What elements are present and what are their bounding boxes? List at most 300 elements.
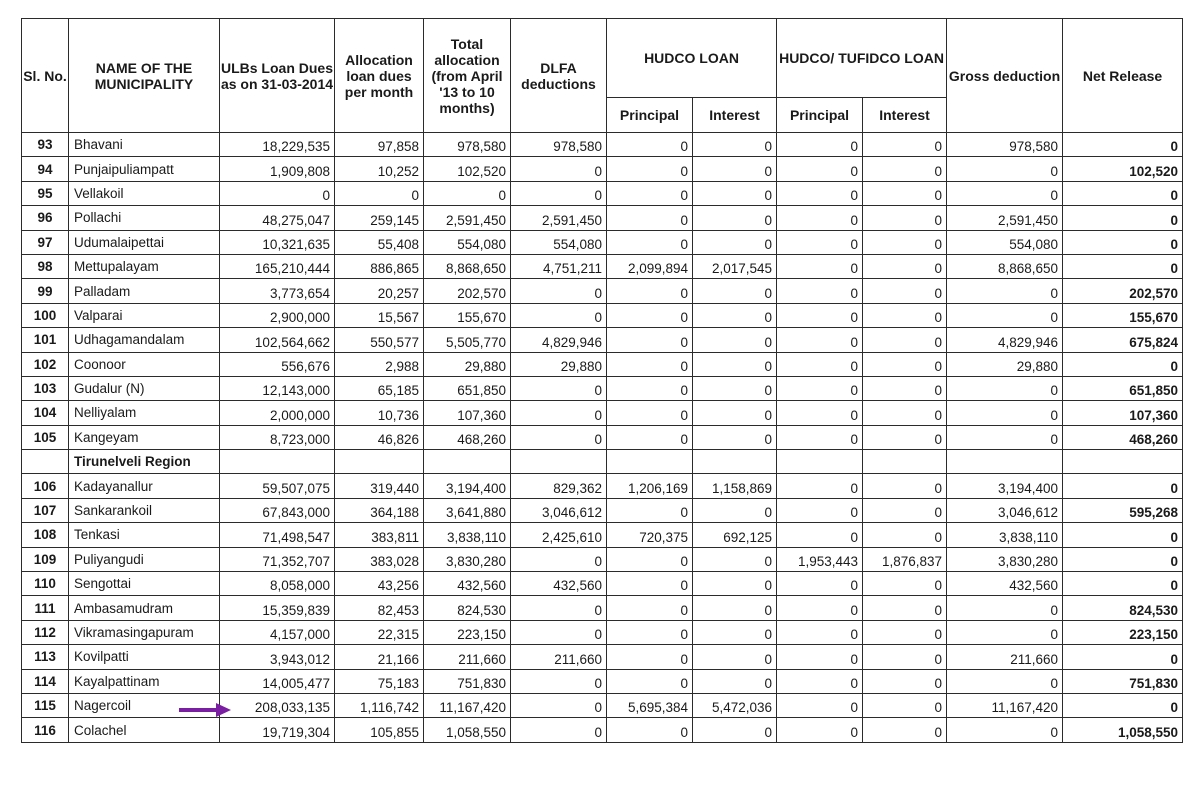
cell-gross-deduction: 3,838,110 (947, 523, 1063, 547)
cell-hudco-interest: 0 (693, 669, 777, 693)
cell-tufidco-interest: 0 (863, 352, 947, 376)
cell-tufidco-interest: 0 (863, 279, 947, 303)
header-hudco-loan: HUDCO LOAN (607, 19, 777, 98)
cell-tufidco-interest: 0 (863, 523, 947, 547)
cell-municipality-name: Kovilpatti (69, 645, 220, 669)
cell-sl-no: 115 (22, 693, 69, 717)
cell-hudco-interest: 0 (693, 376, 777, 400)
cell-sl-no: 110 (22, 572, 69, 596)
header-allocation-per-month: Allocation loan dues per month (335, 19, 424, 133)
cell-dlfa-deductions (511, 450, 607, 474)
table-row (22, 376, 1183, 400)
cell-hudco-interest: 0 (693, 498, 777, 522)
cell-hudco-principal: 0 (607, 572, 693, 596)
cell-ulb-loan-dues: 3,773,654 (220, 279, 335, 303)
table-row (22, 133, 1183, 157)
cell-ulb-loan-dues: 18,229,535 (220, 133, 335, 157)
cell-gross-deduction: 0 (947, 279, 1063, 303)
cell-total-allocation (424, 450, 511, 474)
cell-tufidco-interest: 0 (863, 620, 947, 644)
cell-ulb-loan-dues: 1,909,808 (220, 157, 335, 181)
cell-sl-no: 94 (22, 157, 69, 181)
cell-hudco-principal: 2,099,894 (607, 254, 693, 278)
cell-dlfa-deductions: 4,751,211 (511, 254, 607, 278)
cell-ulb-loan-dues: 71,352,707 (220, 547, 335, 571)
table-row (22, 279, 1183, 303)
cell-tufidco-interest: 0 (863, 328, 947, 352)
cell-municipality-name: Coonoor (69, 352, 220, 376)
cell-hudco-interest: 0 (693, 328, 777, 352)
table-row (22, 303, 1183, 327)
cell-hudco-principal: 0 (607, 620, 693, 644)
cell-hudco-interest: 5,472,036 (693, 693, 777, 717)
cell-allocation-per-month: 15,567 (335, 303, 424, 327)
cell-hudco-principal: 0 (607, 133, 693, 157)
cell-dlfa-deductions: 0 (511, 718, 607, 742)
cell-hudco-interest: 0 (693, 303, 777, 327)
cell-sl-no: 101 (22, 328, 69, 352)
cell-ulb-loan-dues: 67,843,000 (220, 498, 335, 522)
table-row (22, 206, 1183, 230)
cell-net-release: 595,268 (1063, 498, 1183, 522)
cell-municipality-name: Puliyangudi (69, 547, 220, 571)
cell-ulb-loan-dues: 556,676 (220, 352, 335, 376)
cell-total-allocation: 0 (424, 181, 511, 205)
cell-net-release: 0 (1063, 547, 1183, 571)
cell-hudco-interest: 0 (693, 181, 777, 205)
cell-sl-no: 97 (22, 230, 69, 254)
cell-dlfa-deductions: 0 (511, 157, 607, 181)
cell-dlfa-deductions: 4,829,946 (511, 328, 607, 352)
cell-hudco-principal: 0 (607, 547, 693, 571)
cell-dlfa-deductions: 0 (511, 620, 607, 644)
cell-dlfa-deductions: 554,080 (511, 230, 607, 254)
header-hudco-tufidco-loan: HUDCO/ TUFIDCO LOAN (777, 19, 947, 98)
cell-tufidco-interest: 0 (863, 206, 947, 230)
cell-hudco-interest: 0 (693, 718, 777, 742)
cell-hudco-interest: 0 (693, 596, 777, 620)
cell-allocation-per-month: 10,736 (335, 401, 424, 425)
cell-ulb-loan-dues: 4,157,000 (220, 620, 335, 644)
cell-hudco-principal: 0 (607, 230, 693, 254)
cell-total-allocation: 978,580 (424, 133, 511, 157)
cell-hudco-interest: 0 (693, 133, 777, 157)
table-row (22, 645, 1183, 669)
cell-total-allocation: 3,641,880 (424, 498, 511, 522)
cell-net-release: 824,530 (1063, 596, 1183, 620)
cell-total-allocation: 468,260 (424, 425, 511, 449)
cell-hudco-principal: 1,206,169 (607, 474, 693, 498)
cell-total-allocation: 2,591,450 (424, 206, 511, 230)
cell-gross-deduction: 0 (947, 376, 1063, 400)
table-row (22, 352, 1183, 376)
cell-gross-deduction: 8,868,650 (947, 254, 1063, 278)
right-arrow-icon (178, 702, 232, 718)
cell-tufidco-interest: 0 (863, 133, 947, 157)
cell-tufidco-interest: 0 (863, 498, 947, 522)
cell-tufidco-principal: 0 (777, 328, 863, 352)
cell-dlfa-deductions: 0 (511, 279, 607, 303)
cell-tufidco-interest: 0 (863, 693, 947, 717)
cell-net-release: 651,850 (1063, 376, 1183, 400)
cell-ulb-loan-dues: 0 (220, 181, 335, 205)
cell-sl-no: 102 (22, 352, 69, 376)
cell-hudco-principal: 5,695,384 (607, 693, 693, 717)
cell-municipality-name: Bhavani (69, 133, 220, 157)
cell-tufidco-principal: 0 (777, 254, 863, 278)
cell-net-release: 0 (1063, 133, 1183, 157)
cell-hudco-principal: 720,375 (607, 523, 693, 547)
cell-allocation-per-month: 1,116,742 (335, 693, 424, 717)
cell-ulb-loan-dues (220, 450, 335, 474)
cell-sl-no: 100 (22, 303, 69, 327)
cell-allocation-per-month (335, 450, 424, 474)
cell-municipality-name: Kangeyam (69, 425, 220, 449)
cell-hudco-principal: 0 (607, 181, 693, 205)
cell-tufidco-principal: 0 (777, 279, 863, 303)
cell-dlfa-deductions: 0 (511, 181, 607, 205)
cell-net-release: 468,260 (1063, 425, 1183, 449)
cell-gross-deduction: 3,194,400 (947, 474, 1063, 498)
cell-sl-no: 98 (22, 254, 69, 278)
cell-hudco-principal: 0 (607, 645, 693, 669)
cell-gross-deduction: 0 (947, 157, 1063, 181)
cell-municipality-name: Sengottai (69, 572, 220, 596)
cell-gross-deduction: 2,591,450 (947, 206, 1063, 230)
cell-hudco-principal: 0 (607, 718, 693, 742)
cell-gross-deduction: 0 (947, 303, 1063, 327)
cell-total-allocation: 824,530 (424, 596, 511, 620)
cell-net-release: 155,670 (1063, 303, 1183, 327)
cell-sl-no: 95 (22, 181, 69, 205)
cell-gross-deduction (947, 450, 1063, 474)
cell-allocation-per-month: 20,257 (335, 279, 424, 303)
cell-dlfa-deductions: 0 (511, 669, 607, 693)
cell-dlfa-deductions: 211,660 (511, 645, 607, 669)
cell-tufidco-interest: 0 (863, 401, 947, 425)
table-row (22, 181, 1183, 205)
cell-tufidco-interest: 0 (863, 230, 947, 254)
cell-tufidco-principal: 0 (777, 157, 863, 181)
cell-ulb-loan-dues: 8,058,000 (220, 572, 335, 596)
cell-net-release: 751,830 (1063, 669, 1183, 693)
cell-tufidco-interest: 0 (863, 474, 947, 498)
cell-net-release: 1,058,550 (1063, 718, 1183, 742)
table-row (22, 596, 1183, 620)
cell-tufidco-principal: 1,953,443 (777, 547, 863, 571)
cell-hudco-interest: 0 (693, 352, 777, 376)
cell-net-release: 0 (1063, 230, 1183, 254)
cell-gross-deduction: 0 (947, 669, 1063, 693)
cell-hudco-interest: 1,158,869 (693, 474, 777, 498)
cell-tufidco-interest: 0 (863, 157, 947, 181)
header-tufidco-interest: Interest (863, 98, 947, 133)
cell-sl-no: 105 (22, 425, 69, 449)
cell-net-release: 0 (1063, 572, 1183, 596)
cell-gross-deduction: 0 (947, 718, 1063, 742)
cell-tufidco-principal: 0 (777, 596, 863, 620)
header-hudco-principal: Principal (607, 98, 693, 133)
cell-municipality-name: Gudalur (N) (69, 376, 220, 400)
cell-dlfa-deductions: 3,046,612 (511, 498, 607, 522)
cell-hudco-interest: 0 (693, 645, 777, 669)
cell-hudco-interest: 0 (693, 620, 777, 644)
cell-total-allocation: 11,167,420 (424, 693, 511, 717)
header-tufidco-principal: Principal (777, 98, 863, 133)
cell-total-allocation: 8,868,650 (424, 254, 511, 278)
cell-sl-no: 114 (22, 669, 69, 693)
cell-tufidco-principal: 0 (777, 718, 863, 742)
cell-sl-no: 113 (22, 645, 69, 669)
header-sl-no: Sl. No. (22, 19, 69, 133)
cell-sl-no (22, 450, 69, 474)
cell-allocation-per-month: 259,145 (335, 206, 424, 230)
cell-hudco-interest: 0 (693, 279, 777, 303)
cell-total-allocation: 223,150 (424, 620, 511, 644)
cell-municipality-name: Palladam (69, 279, 220, 303)
header-hudco-interest: Interest (693, 98, 777, 133)
cell-hudco-interest: 0 (693, 572, 777, 596)
cell-allocation-per-month: 22,315 (335, 620, 424, 644)
cell-tufidco-interest: 0 (863, 669, 947, 693)
cell-ulb-loan-dues: 10,321,635 (220, 230, 335, 254)
cell-gross-deduction: 0 (947, 620, 1063, 644)
municipality-loan-table-sheet (21, 18, 1182, 743)
cell-municipality-name: Sankarankoil (69, 498, 220, 522)
cell-hudco-principal: 0 (607, 401, 693, 425)
cell-hudco-principal: 0 (607, 303, 693, 327)
cell-sl-no: 108 (22, 523, 69, 547)
cell-ulb-loan-dues: 12,143,000 (220, 376, 335, 400)
cell-total-allocation: 211,660 (424, 645, 511, 669)
cell-ulb-loan-dues: 15,359,839 (220, 596, 335, 620)
cell-municipality-name: Ambasamudram (69, 596, 220, 620)
cell-tufidco-principal: 0 (777, 572, 863, 596)
cell-total-allocation: 751,830 (424, 669, 511, 693)
cell-sl-no: 104 (22, 401, 69, 425)
cell-ulb-loan-dues: 2,900,000 (220, 303, 335, 327)
cell-tufidco-principal (777, 450, 863, 474)
cell-tufidco-principal: 0 (777, 303, 863, 327)
cell-allocation-per-month: 2,988 (335, 352, 424, 376)
cell-tufidco-principal: 0 (777, 693, 863, 717)
cell-allocation-per-month: 319,440 (335, 474, 424, 498)
header-municipality-name: NAME OF THE MUNICIPALITY (69, 19, 220, 133)
cell-municipality-name: Colachel (69, 718, 220, 742)
cell-tufidco-principal: 0 (777, 206, 863, 230)
cell-dlfa-deductions: 2,591,450 (511, 206, 607, 230)
cell-ulb-loan-dues: 19,719,304 (220, 718, 335, 742)
cell-sl-no: 106 (22, 474, 69, 498)
cell-total-allocation: 102,520 (424, 157, 511, 181)
cell-allocation-per-month: 65,185 (335, 376, 424, 400)
cell-gross-deduction: 978,580 (947, 133, 1063, 157)
table-row (22, 474, 1183, 498)
table-row (22, 401, 1183, 425)
cell-dlfa-deductions: 829,362 (511, 474, 607, 498)
cell-total-allocation: 202,570 (424, 279, 511, 303)
cell-dlfa-deductions: 432,560 (511, 572, 607, 596)
cell-ulb-loan-dues: 3,943,012 (220, 645, 335, 669)
header-dlfa-deductions: DLFA deductions (511, 19, 607, 133)
cell-net-release: 202,570 (1063, 279, 1183, 303)
cell-municipality-name: Kadayanallur (69, 474, 220, 498)
cell-hudco-principal: 0 (607, 376, 693, 400)
cell-tufidco-interest: 0 (863, 254, 947, 278)
cell-gross-deduction: 554,080 (947, 230, 1063, 254)
cell-hudco-principal: 0 (607, 279, 693, 303)
cell-tufidco-principal: 0 (777, 230, 863, 254)
cell-hudco-interest: 0 (693, 401, 777, 425)
cell-municipality-name: Kayalpattinam (69, 669, 220, 693)
cell-net-release: 0 (1063, 181, 1183, 205)
cell-total-allocation: 554,080 (424, 230, 511, 254)
cell-total-allocation: 3,838,110 (424, 523, 511, 547)
cell-hudco-principal: 0 (607, 498, 693, 522)
cell-dlfa-deductions: 0 (511, 693, 607, 717)
cell-hudco-principal: 0 (607, 425, 693, 449)
cell-total-allocation: 5,505,770 (424, 328, 511, 352)
cell-gross-deduction: 211,660 (947, 645, 1063, 669)
cell-dlfa-deductions: 0 (511, 303, 607, 327)
cell-hudco-principal: 0 (607, 669, 693, 693)
cell-ulb-loan-dues: 14,005,477 (220, 669, 335, 693)
cell-allocation-per-month: 550,577 (335, 328, 424, 352)
table-row (22, 328, 1183, 352)
cell-allocation-per-month: 21,166 (335, 645, 424, 669)
cell-tufidco-principal: 0 (777, 376, 863, 400)
table-row (22, 669, 1183, 693)
table-body (22, 133, 1183, 743)
cell-allocation-per-month: 10,252 (335, 157, 424, 181)
header-ulb-loan-dues: ULBs Loan Dues as on 31-03-2014 (220, 19, 335, 133)
cell-dlfa-deductions: 0 (511, 425, 607, 449)
cell-hudco-interest: 2,017,545 (693, 254, 777, 278)
cell-allocation-per-month: 105,855 (335, 718, 424, 742)
cell-net-release: 675,824 (1063, 328, 1183, 352)
cell-total-allocation: 432,560 (424, 572, 511, 596)
cell-total-allocation: 3,194,400 (424, 474, 511, 498)
cell-gross-deduction: 29,880 (947, 352, 1063, 376)
cell-tufidco-interest: 0 (863, 572, 947, 596)
cell-allocation-per-month: 0 (335, 181, 424, 205)
cell-hudco-principal (607, 450, 693, 474)
table-row (22, 572, 1183, 596)
cell-hudco-principal: 0 (607, 206, 693, 230)
cell-allocation-per-month: 383,811 (335, 523, 424, 547)
cell-hudco-interest (693, 450, 777, 474)
region-header-row (22, 450, 1183, 474)
cell-sl-no: 93 (22, 133, 69, 157)
header-gross-deduction: Gross deduction (947, 19, 1063, 133)
cell-dlfa-deductions: 0 (511, 401, 607, 425)
cell-sl-no: 103 (22, 376, 69, 400)
cell-gross-deduction: 0 (947, 596, 1063, 620)
cell-net-release: 0 (1063, 693, 1183, 717)
cell-tufidco-principal: 0 (777, 401, 863, 425)
cell-sl-no: 107 (22, 498, 69, 522)
cell-tufidco-interest (863, 450, 947, 474)
cell-hudco-interest: 0 (693, 230, 777, 254)
cell-allocation-per-month: 43,256 (335, 572, 424, 596)
cell-municipality-name: Udumalaipettai (69, 230, 220, 254)
table-row (22, 425, 1183, 449)
cell-allocation-per-month: 75,183 (335, 669, 424, 693)
cell-allocation-per-month: 55,408 (335, 230, 424, 254)
cell-municipality-name: Valparai (69, 303, 220, 327)
cell-net-release: 0 (1063, 645, 1183, 669)
cell-municipality-name: Vellakoil (69, 181, 220, 205)
cell-gross-deduction: 0 (947, 181, 1063, 205)
cell-gross-deduction: 432,560 (947, 572, 1063, 596)
cell-ulb-loan-dues: 208,033,135 (220, 693, 335, 717)
cell-net-release (1063, 450, 1183, 474)
cell-gross-deduction: 3,830,280 (947, 547, 1063, 571)
cell-dlfa-deductions: 0 (511, 596, 607, 620)
cell-hudco-principal: 0 (607, 352, 693, 376)
loan-release-table (21, 18, 1183, 743)
cell-sl-no: 111 (22, 596, 69, 620)
table-row (22, 547, 1183, 571)
cell-ulb-loan-dues: 8,723,000 (220, 425, 335, 449)
cell-hudco-interest: 692,125 (693, 523, 777, 547)
cell-ulb-loan-dues: 59,507,075 (220, 474, 335, 498)
cell-municipality-name: Punjaipuliampatt (69, 157, 220, 181)
table-row (22, 498, 1183, 522)
cell-municipality-name: Mettupalayam (69, 254, 220, 278)
cell-net-release: 0 (1063, 254, 1183, 278)
cell-total-allocation: 29,880 (424, 352, 511, 376)
cell-tufidco-principal: 0 (777, 133, 863, 157)
cell-dlfa-deductions: 978,580 (511, 133, 607, 157)
cell-ulb-loan-dues: 2,000,000 (220, 401, 335, 425)
cell-tufidco-interest: 0 (863, 181, 947, 205)
cell-dlfa-deductions: 0 (511, 376, 607, 400)
cell-net-release: 0 (1063, 206, 1183, 230)
cell-total-allocation: 1,058,550 (424, 718, 511, 742)
cell-allocation-per-month: 383,028 (335, 547, 424, 571)
cell-gross-deduction: 11,167,420 (947, 693, 1063, 717)
table-row (22, 620, 1183, 644)
cell-municipality-name: Nagercoil (69, 693, 220, 717)
cell-gross-deduction: 3,046,612 (947, 498, 1063, 522)
cell-ulb-loan-dues: 71,498,547 (220, 523, 335, 547)
cell-total-allocation: 107,360 (424, 401, 511, 425)
cell-net-release: 0 (1063, 352, 1183, 376)
cell-sl-no: 109 (22, 547, 69, 571)
cell-net-release: 0 (1063, 523, 1183, 547)
table-row (22, 523, 1183, 547)
cell-dlfa-deductions: 2,425,610 (511, 523, 607, 547)
cell-dlfa-deductions: 0 (511, 547, 607, 571)
cell-net-release: 0 (1063, 474, 1183, 498)
cell-allocation-per-month: 46,826 (335, 425, 424, 449)
cell-tufidco-interest: 1,876,837 (863, 547, 947, 571)
cell-hudco-interest: 0 (693, 425, 777, 449)
table-row (22, 157, 1183, 181)
cell-municipality-name: Tenkasi (69, 523, 220, 547)
cell-hudco-principal: 0 (607, 596, 693, 620)
cell-tufidco-principal: 0 (777, 181, 863, 205)
cell-allocation-per-month: 97,858 (335, 133, 424, 157)
cell-total-allocation: 155,670 (424, 303, 511, 327)
header-total-allocation: Total allocation (from April '13 to 10 months) (424, 19, 511, 133)
cell-allocation-per-month: 886,865 (335, 254, 424, 278)
table-row (22, 230, 1183, 254)
cell-sl-no: 96 (22, 206, 69, 230)
cell-allocation-per-month: 364,188 (335, 498, 424, 522)
cell-net-release: 107,360 (1063, 401, 1183, 425)
